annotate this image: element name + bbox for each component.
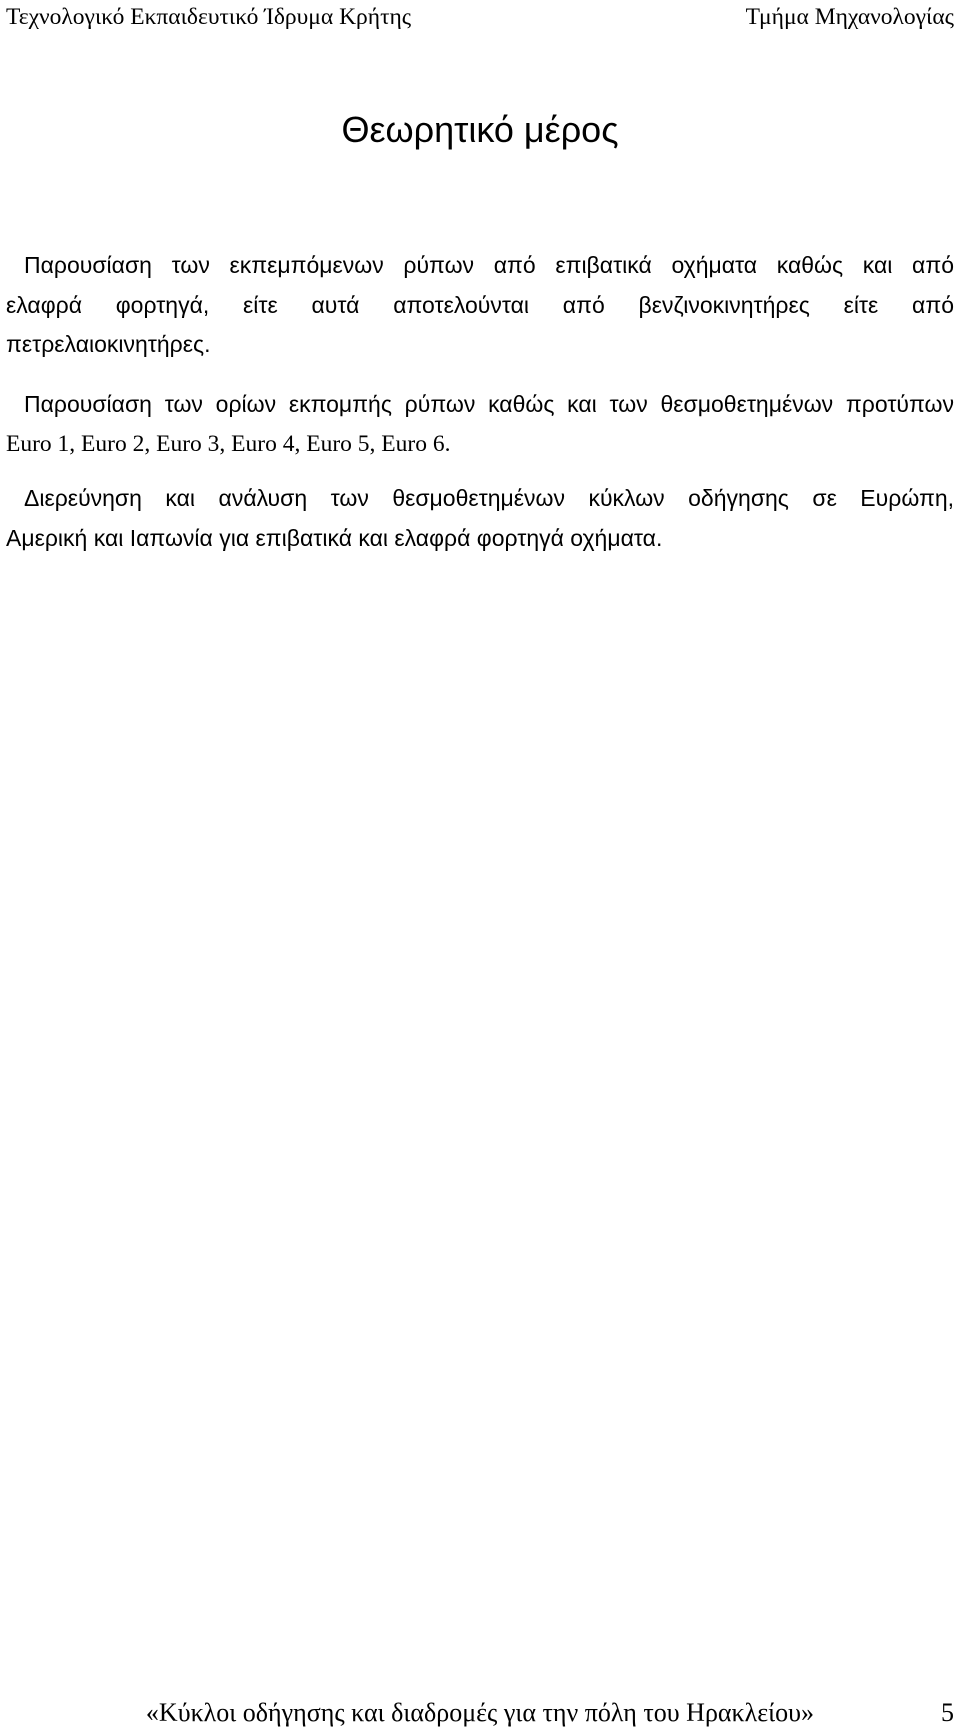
paragraph-emission-limits	[6, 385, 954, 464]
header-institution: Τεχνολογικό Εκπαιδευτικό Ίδρυμα Κρήτης	[6, 4, 412, 30]
paragraph-line: Αμερική και Ιαπωνία για επιβατικά και ελαφρά φορτηγά οχήματα.	[6, 524, 663, 551]
paragraph-line: Παρουσίαση των εκπεμπόμενων ρύπων από επιβατικά οχήματα καθώς και από	[24, 252, 954, 278]
paragraph-emissions-presentation	[6, 246, 954, 365]
paragraph-line: Παρουσίαση των ορίων εκπομπής ρύπων καθώς και των θεσμοθετημένων προτύπων	[24, 391, 954, 417]
paragraph-line: Euro 1, Euro 2, Euro 3, Euro 4, Euro 5, Euro 6.	[6, 430, 451, 457]
paragraph-driving-cycles	[6, 479, 954, 558]
footer-title: «Κύκλοι οδήγησης και διαδρομές για την πόλη του Ηρακλείου»	[145, 1698, 815, 1727]
paragraph-line: Διερεύνηση και ανάλυση των θεσμοθετημένων κύκλων οδήγησης σε Ευρώπη,	[24, 485, 954, 511]
section-title: Θεωρητικό μέρος	[341, 109, 619, 150]
header-department: Τμήμα Μηχανολογίας	[745, 4, 954, 30]
page-number: 5	[941, 1698, 954, 1727]
paragraph-line: ελαφρά φορτηγά, είτε αυτά αποτελούνται από βενζινοκινητήρες είτε από	[6, 291, 954, 318]
paragraph-line: πετρελαιοκινητήρες.	[6, 331, 211, 357]
